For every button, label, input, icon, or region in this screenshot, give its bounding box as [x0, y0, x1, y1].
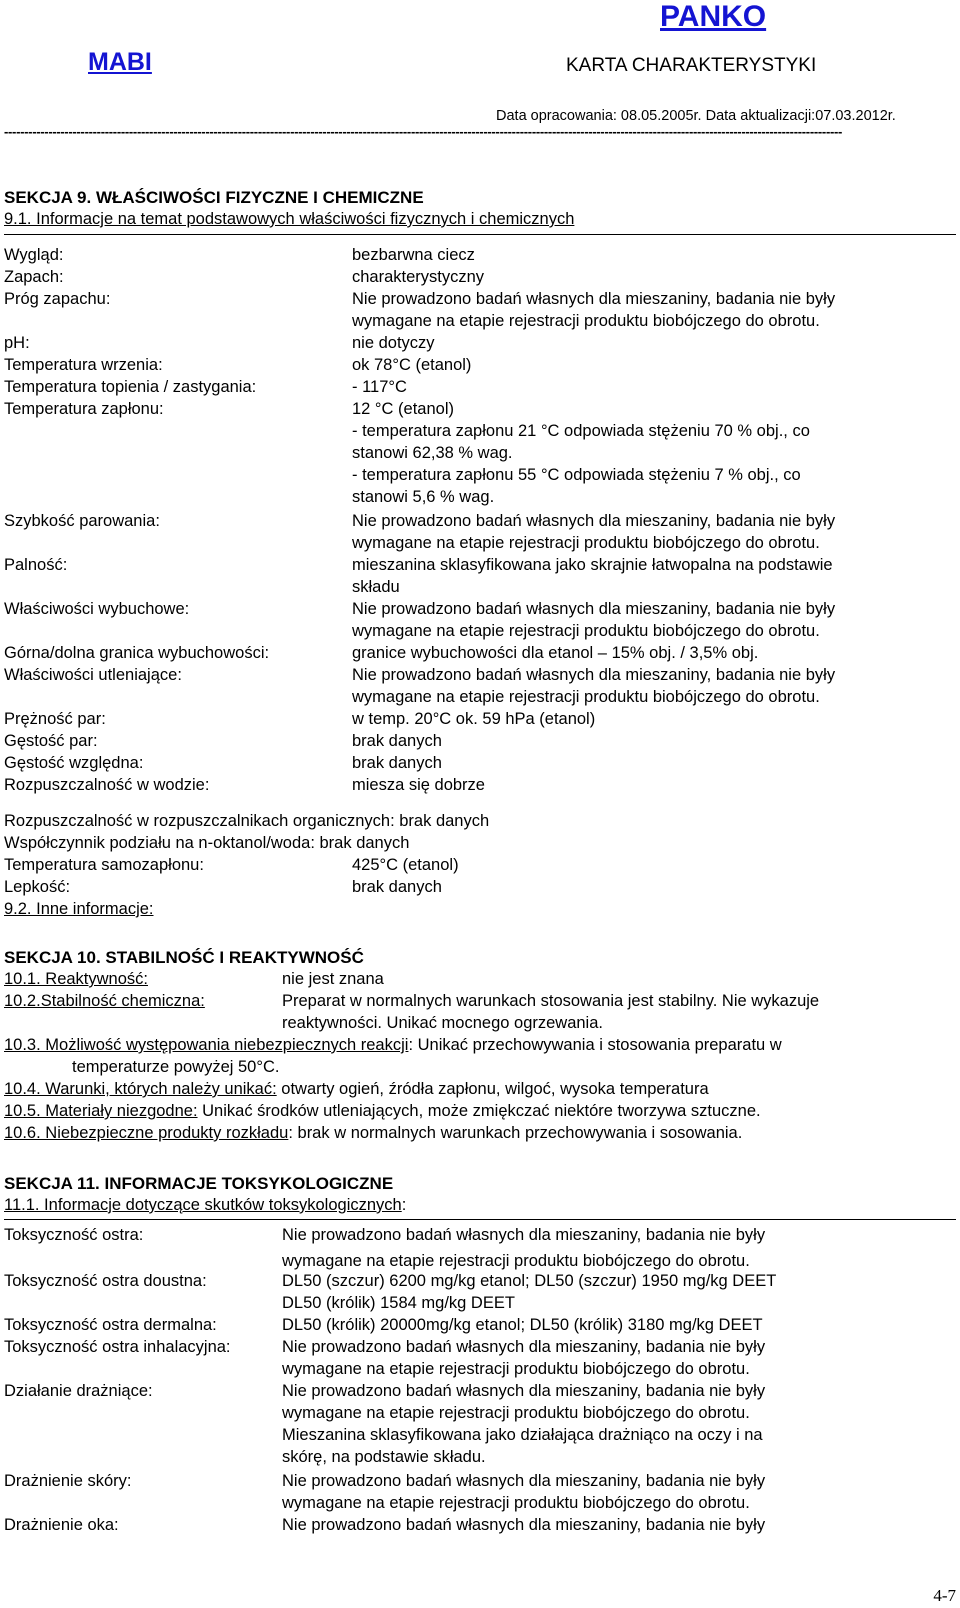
property-value: Nie prowadzono badań własnych dla mieszaniny, badania nie były — [352, 512, 836, 530]
viscosity-label: Lepkość: — [4, 878, 71, 896]
toxicology-value: Mieszanina sklasyfikowana jako działająca drażniąco na oczy i na — [282, 1426, 763, 1444]
property-value: brak danych — [352, 732, 442, 750]
property-value: granice wybuchowości dla etanol – 15% obj. / 3,5% obj. — [352, 644, 759, 662]
property-value: bezbarwna ciecz — [352, 246, 475, 264]
page-number: 4-7 — [933, 1586, 956, 1605]
toxicology-value: wymagane na etapie rejestracji produktu biobójczego do obrotu. — [282, 1494, 750, 1512]
toxicology-value: Nie prowadzono badań własnych dla mieszaniny, badania nie były — [282, 1226, 766, 1244]
property-label: Gęstość par: — [4, 732, 98, 750]
toxicology-value: wymagane na etapie rejestracji produktu biobójczego do obrotu. — [282, 1360, 750, 1378]
stability-value-line2: reaktywności. Unikać mocnego ogrzewania. — [282, 1014, 603, 1032]
section-10-title: SEKCJA 10. STABILNOŚĆ I REAKTYWNOŚĆ — [4, 948, 364, 967]
property-value: miesza się dobrze — [352, 776, 485, 794]
property-value: stanowi 5,6 % wag. — [352, 488, 495, 506]
hazardous-reactions-value: : Unikać przechowywania i stosowania preparatu w — [408, 1036, 782, 1054]
stability-value: Preparat w normalnych warunkach stosowania jest stabilny. Nie wykazuje — [282, 992, 820, 1010]
section-9-1-heading: 9.1. Informacje na temat podstawowych właściwości fizycznych i chemicznych — [4, 210, 575, 228]
brand-title: PANKO — [660, 0, 767, 33]
property-value: brak danych — [352, 754, 442, 772]
property-value: - temperatura zapłonu 55 °C odpowiada stężeniu 7 % obj., co — [352, 466, 801, 484]
section-11-1-heading — [4, 1196, 406, 1215]
toxicology-label: Toksyczność ostra: — [4, 1226, 144, 1244]
section-11-title: SEKCJA 11. INFORMACJE TOKSYKOLOGICZNE — [4, 1174, 394, 1193]
property-value: ok 78°C (etanol) — [352, 356, 472, 374]
property-label: Szybkość parowania: — [4, 512, 160, 530]
property-label: Wygląd: — [4, 246, 64, 264]
toxicology-value: Nie prowadzono badań własnych dla mieszaniny, badania nie były — [282, 1472, 766, 1490]
stability-label: 10.2.Stabilność chemiczna: — [4, 992, 205, 1010]
hazardous-reactions-label: 10.3. Możliwość występowania niebezpiecznych reakcji — [4, 1036, 409, 1054]
reactivity-value: nie jest znana — [282, 970, 384, 988]
autoignition-value: 425°C (etanol) — [352, 856, 459, 874]
solubility-organic: Rozpuszczalność w rozpuszczalnikach organicznych: brak danych — [4, 812, 490, 830]
property-value: - 117°C — [352, 378, 407, 396]
incompatible-materials — [4, 1102, 761, 1121]
toxicology-value: wymagane na etapie rejestracji produktu biobójczego do obrotu. — [282, 1404, 750, 1422]
toxicology-label: Toksyczność ostra inhalacyjna: — [4, 1338, 231, 1356]
toxicology-value: DL50 (królik) 20000mg/kg etanol; DL50 (królik) 3180 mg/kg DEET — [282, 1316, 763, 1334]
property-value: mieszanina sklasyfikowana jako skrajnie łatwopalna na podstawie — [352, 556, 833, 574]
property-label: Temperatura zapłonu: — [4, 400, 164, 418]
toxicology-value: DL50 (królik) 1584 mg/kg DEET — [282, 1294, 515, 1312]
conditions-to-avoid — [4, 1080, 709, 1099]
property-label: Właściwości wybuchowe: — [4, 600, 190, 618]
toxicology-value: Nie prowadzono badań własnych dla mieszaniny, badania nie były — [282, 1516, 766, 1534]
property-label: Palność: — [4, 556, 68, 574]
toxicology-value: DL50 (szczur) 6200 mg/kg etanol; DL50 (szczur) 1950 mg/kg DEET — [282, 1272, 777, 1290]
toxicology-label: Drażnienie oka: — [4, 1516, 119, 1534]
autoignition-label: Temperatura samozapłonu: — [4, 856, 204, 874]
property-value: Nie prowadzono badań własnych dla mieszaniny, badania nie były — [352, 666, 836, 684]
property-value-line2: wymagane na etapie rejestracji produktu biobójczego do obrotu. — [352, 622, 820, 640]
toxicology-value: Nie prowadzono badań własnych dla mieszaniny, badania nie były — [282, 1338, 766, 1356]
property-value: 12 °C (etanol) — [352, 400, 454, 418]
toxicology-value: wymagane na etapie rejestracji produktu biobójczego do obrotu. — [282, 1252, 750, 1270]
toxicology-value: Nie prowadzono badań własnych dla mieszaniny, badania nie były — [282, 1382, 766, 1400]
property-label: Temperatura wrzenia: — [4, 356, 163, 374]
document-title: KARTA CHARAKTERYSTYKI — [566, 55, 817, 76]
company-name: MABI — [88, 48, 152, 76]
section-9-2-heading: 9.2. Inne informacje: — [4, 900, 154, 918]
reactivity-label: 10.1. Reaktywność: — [4, 970, 148, 988]
property-label: Właściwości utleniające: — [4, 666, 182, 684]
toxicology-label: Działanie drażniące: — [4, 1382, 153, 1400]
toxicology-value: skórę, na podstawie składu. — [282, 1448, 486, 1466]
property-label: pH: — [4, 334, 30, 352]
property-label: Temperatura topienia / zastygania: — [4, 378, 257, 396]
property-value-line2: wymagane na etapie rejestracji produktu biobójczego do obrotu. — [352, 312, 820, 330]
section-11-1-heading-text: 11.1. Informacje dotyczące skutków toksykologicznych — [4, 1196, 402, 1214]
conditions-to-avoid-value: otwarty ogień, źródła zapłonu, wilgoć, wysoka temperatura — [276, 1080, 709, 1098]
property-label: Górna/dolna granica wybuchowości: — [4, 644, 270, 662]
section-9-rule — [4, 234, 956, 235]
property-label: Zapach: — [4, 268, 64, 286]
property-value-line2: wymagane na etapie rejestracji produktu biobójczego do obrotu. — [352, 688, 820, 706]
property-value: charakterystyczny — [352, 268, 485, 286]
viscosity-value: brak danych — [352, 878, 442, 896]
header-separator: ---------------------------------------------------------------------------------------------------------------------------------------------------------------------------------------------------------------- — [4, 124, 843, 139]
property-value: - temperatura zapłonu 21 °C odpowiada stężeniu 70 % obj., co — [352, 422, 810, 440]
section-11-1-heading-colon: : — [401, 1196, 407, 1214]
property-value: w temp. 20°C ok. 59 hPa (etanol) — [352, 710, 596, 728]
property-label: Gęstość względna: — [4, 754, 144, 772]
decomposition-products-label: 10.6. Niebezpieczne produkty rozkładu — [4, 1124, 289, 1142]
property-label: Próg zapachu: — [4, 290, 111, 308]
partition-coefficient: Współczynnik podziału na n-oktanol/woda: brak danych — [4, 834, 410, 852]
section-11-rule — [4, 1219, 956, 1220]
incompatible-materials-label: 10.5. Materiały niezgodne: — [4, 1102, 198, 1120]
hazardous-reactions-line2: temperaturze powyżej 50°C. — [72, 1058, 280, 1076]
decomposition-products-value: : brak w normalnych warunkach przechowywania i sosowania. — [288, 1124, 743, 1142]
decomposition-products — [4, 1124, 742, 1143]
property-label: Prężność par: — [4, 710, 106, 728]
section-9-title: SEKCJA 9. WŁAŚCIWOŚCI FIZYCZNE I CHEMICZNE — [4, 188, 424, 207]
document-dates: Data opracowania: 08.05.2005r. Data aktualizacji:07.03.2012r. — [496, 108, 896, 124]
toxicology-label: Toksyczność ostra dermalna: — [4, 1316, 217, 1334]
hazardous-reactions — [4, 1036, 782, 1055]
property-value: stanowi 62,38 % wag. — [352, 444, 513, 462]
conditions-to-avoid-label: 10.4. Warunki, których należy unikać: — [4, 1080, 277, 1098]
property-value-line2: składu — [352, 578, 400, 596]
property-value: Nie prowadzono badań własnych dla mieszaniny, badania nie były — [352, 290, 836, 308]
toxicology-label: Toksyczność ostra doustna: — [4, 1272, 207, 1290]
property-value: Nie prowadzono badań własnych dla mieszaniny, badania nie były — [352, 600, 836, 618]
toxicology-label: Drażnienie skóry: — [4, 1472, 132, 1490]
property-label: Rozpuszczalność w wodzie: — [4, 776, 210, 794]
property-value-line2: wymagane na etapie rejestracji produktu biobójczego do obrotu. — [352, 534, 820, 552]
incompatible-materials-value: Unikać środków utleniających, może zmiękczać niektóre tworzywa sztuczne. — [197, 1102, 761, 1120]
property-value: nie dotyczy — [352, 334, 435, 352]
